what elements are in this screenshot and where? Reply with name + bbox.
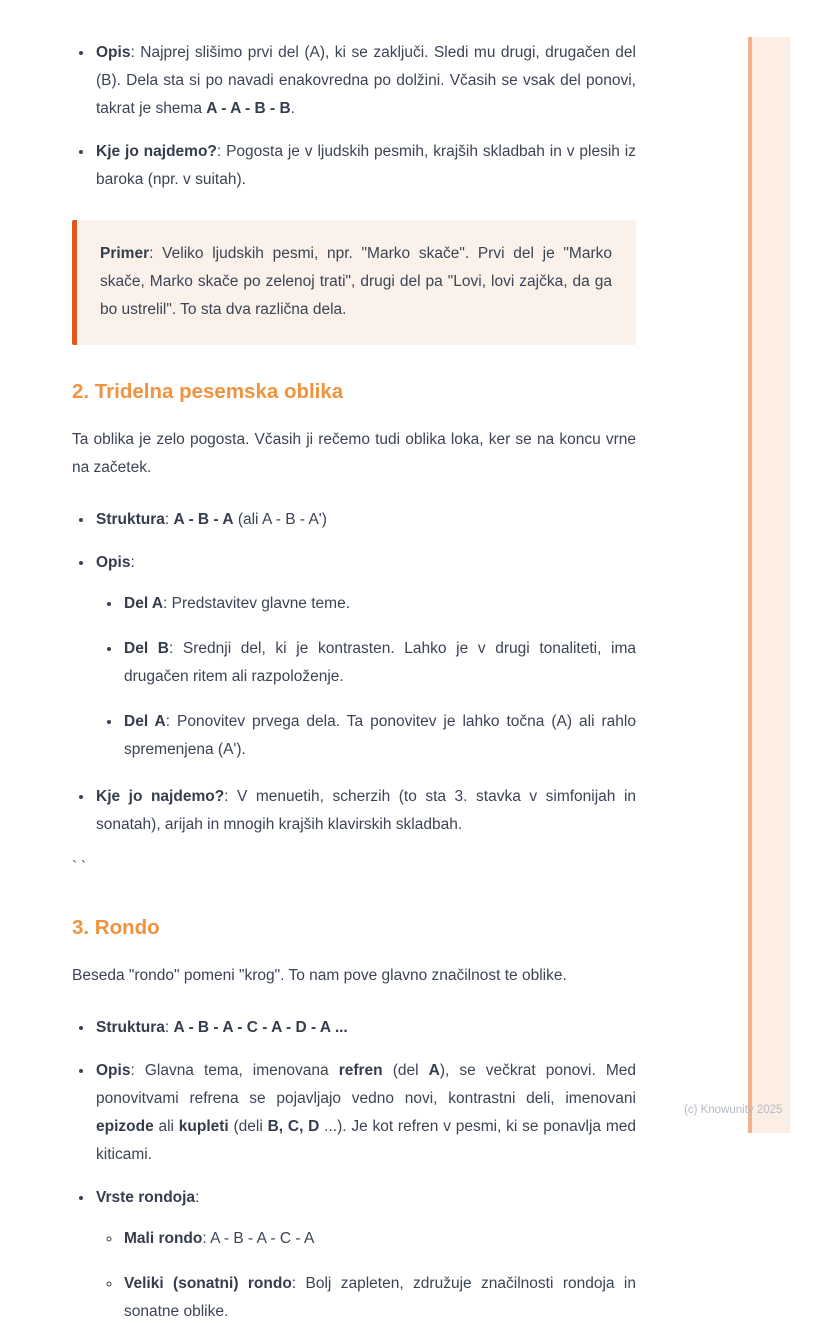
two-part-form-bullet-list	[72, 38, 636, 194]
section-heading-rondo: 3. Rondo	[72, 916, 160, 939]
section2-intro-paragraph: Ta oblika je zelo pogosta. Včasih ji rečemo tudi oblika loka, ker se na koncu vrne na začetek.	[72, 431, 636, 476]
example-callout-box: Primer: Veliko ljudskih pesmi, npr. "Marko skače". Prvi del je "Marko skače, Marko skače po zelenoj trati", drugi del pa "Lovi, lovi zajčka, da ga bo ustrelil". To sta dva različna dela.	[72, 220, 636, 345]
sub-item-del-b: • Del B: Srednji del, ki je kontrasten. Lahko je v drugi tonaliteti, ima drugačen ritem ali razpoloženje.	[122, 635, 636, 691]
document-content	[72, 38, 636, 1340]
section2-bullet-list	[72, 505, 636, 839]
list-item-rondo-opis: • Opis: Glavna tema, imenovana refren (del A), se večkrat ponovi. Med ponovitvami refrena se pojavljajo vedno novi, kontrastni deli, imenovani epizode ali kupleti (deli B, C, D ...). Je kot refren v pesmi, ki se ponavlja med kiticami.	[94, 1056, 636, 1169]
section-heading-tridelna-oblika: 2. Tridelna pesemska oblika	[72, 380, 344, 403]
opis-label: Opis:	[96, 554, 135, 571]
list-item-kje-jo-najdemo-2: • Kje jo najdemo?: V menuetih, scherzih (to sta 3. stavka v simfonijah in sonatah), arijah in mnogih krajših klavirskih skladbah.	[94, 782, 636, 839]
sub-item-veliki-rondo: ◦ Veliki (sonatni) rondo: Bolj zapleten, združuje značilnosti rondoja in sonatne oblike.	[122, 1270, 636, 1326]
list-item-opis-parent	[94, 548, 636, 768]
list-item-struktura: • Struktura: A - B - A (ali A - B - A')	[94, 505, 636, 534]
page-edge-decorative-stripe	[748, 37, 790, 1133]
list-item-vrste-rondoja	[94, 1183, 636, 1326]
knowunity-watermark: (c) Knowunity 2025	[684, 1104, 783, 1116]
spacer	[96, 764, 636, 768]
sub-item-del-a2: • Del A: Ponovitev prvega dela. Ta ponovitev je lahko točna (A) ali rahlo spremenjena (A').	[122, 708, 636, 764]
list-item-opis: • Opis: Najprej slišimo prvi del (A), ki se zaključi. Sledi mu drugi, drugačen del (B). Dela sta si po navadi enakovredna po dolžini. Včasih se vsak del ponovi, takrat je shema A - A - B - B.	[94, 38, 636, 123]
vrste-rondoja-label: Vrste rondoja:	[96, 1189, 200, 1206]
stray-backticks-text: ``	[72, 858, 90, 875]
list-item-kje-jo-najdemo: • Kje jo najdemo?: Pogosta je v ljudskih pesmih, krajših skladbah in v plesih iz baroka (npr. v suitah).	[94, 137, 636, 194]
vrste-sub-list	[96, 1225, 636, 1326]
section3-bullet-list	[72, 1013, 636, 1326]
sub-item-del-a1: • Del A: Predstavitev glavne teme.	[122, 590, 636, 618]
section3-intro-paragraph: Beseda "rondo" pomeni "krog". To nam pove glavno značilnost te oblike.	[72, 967, 567, 984]
opis-sub-list	[96, 590, 636, 764]
list-item-rondo-struktura: • Struktura: A - B - A - C - A - D - A ...	[94, 1013, 636, 1042]
sub-item-mali-rondo: ◦ Mali rondo: A - B - A - C - A	[122, 1225, 636, 1253]
